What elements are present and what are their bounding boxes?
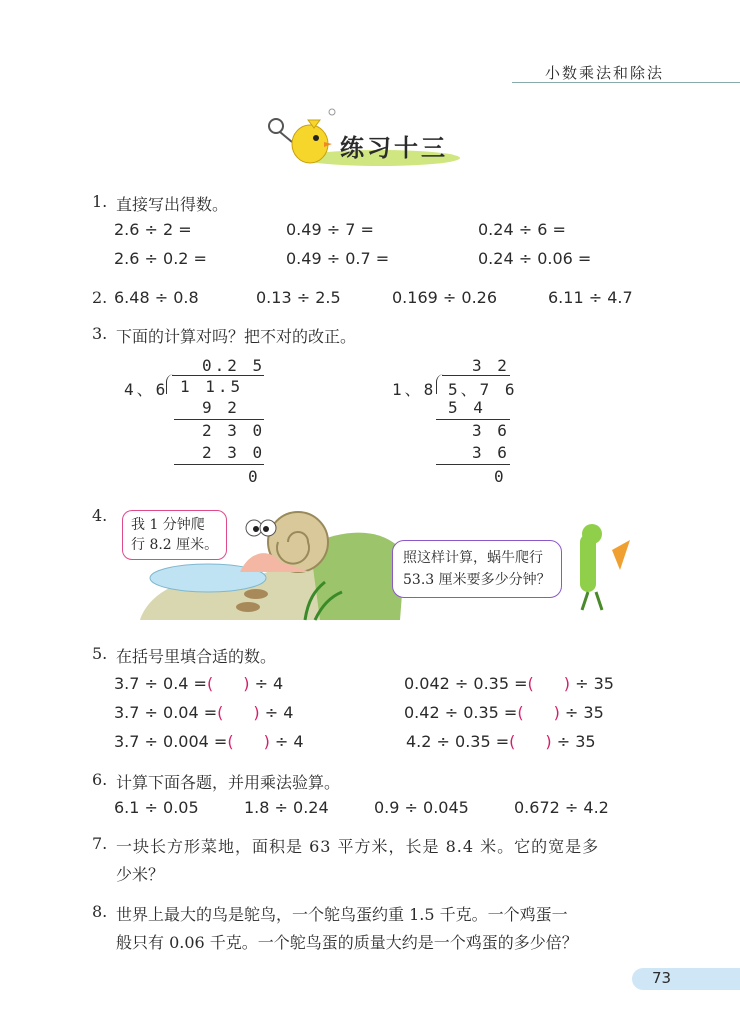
q5-divisor: ÷ 35 [575,674,614,693]
header-divider [512,82,740,83]
ld-remainder: 0 [248,467,261,486]
q1-item: 2.6 ÷ 2 = [114,220,192,239]
blank-close: ) [243,674,250,693]
q5-divisor: ÷ 4 [274,732,304,751]
blank-open: ( [206,674,214,693]
ld-quotient: 3 2 [472,356,510,375]
q8-line: 世界上最大的鸟是鸵鸟，一个鸵鸟蛋约重 1.5 千克。一个鸡蛋一 [116,905,568,924]
ld-remainder: 0 [494,467,507,486]
grasshopper-line: 53.3 厘米要多少分钟？ [403,572,551,588]
ld-step: 2 3 0 [202,443,266,462]
snail-speech-bubble [122,510,227,560]
q5-row [114,674,283,693]
q5-divisor: ÷ 4 [254,674,284,693]
ld-bar [442,375,510,376]
q5-expression: 3.7 ÷ 0.004 = [114,732,228,751]
lesson-title: 练习十三 [340,134,448,162]
q5-expression: 4.2 ÷ 0.35 = [406,732,510,751]
q5-expression: 0.42 ÷ 0.35 = [404,703,518,722]
chapter-title: 小数乘法和除法 [544,64,664,82]
q2-item: 0.13 ÷ 2.5 [256,288,341,307]
ld-bracket [166,374,175,394]
page-number-tab [632,968,740,990]
q6-text: 计算下面各题，并用乘法验算。 [116,773,341,792]
q5-divisor: ÷ 35 [564,703,604,722]
ld-bar [172,375,264,376]
blank-open: ( [517,703,524,722]
ld-step: 3 6 [472,421,510,440]
q5-expression: 0.042 ÷ 0.35 = [404,674,528,693]
q1-item: 0.24 ÷ 6 = [478,220,566,239]
q7-line: 少米？ [116,865,165,884]
blank-close: ) [253,703,260,722]
q1-text: 直接写出得数。 [116,195,229,214]
ld-divisor: 4、6 [124,380,169,399]
q1-item: 0.24 ÷ 0.06 = [478,249,592,268]
blank-open: ( [217,703,224,722]
blank-close: ) [563,674,570,693]
q8-line: 般只有 0.06 千克。一个鸵鸟蛋的质量大约是一个鸡蛋的多少倍？ [116,933,578,952]
ld-rule [174,464,264,465]
q8-label: 8. [92,902,108,921]
q6-label: 6. [92,770,108,789]
ld-step: 5 4 [448,398,486,417]
q5-text: 在括号里填合适的数。 [116,647,277,666]
ld-step: 9 2 [202,398,240,417]
q1-item: 0.49 ÷ 7 = [286,220,374,239]
blank-open: ( [509,732,516,751]
q1-item: 0.49 ÷ 0.7 = [286,249,390,268]
ld-divisor: 1、8 [392,380,437,399]
snail-line: 我 1 分钟爬 [131,517,205,533]
q7-line: 一块长方形菜地，面积是 63 平方米，长是 8.4 米。它的宽是多 [116,837,600,856]
q2-item: 6.48 ÷ 0.8 [114,288,199,307]
blank-close: ) [545,732,552,751]
q1-item: 2.6 ÷ 0.2 = [114,249,207,268]
ld-rule [436,464,510,465]
q2-label: 2. [92,288,108,307]
blank-close: ) [263,732,270,751]
q5-row [114,732,304,751]
q4-label: 4. [92,506,108,525]
q5-label: 5. [92,644,108,663]
q5-row [404,703,604,722]
page-number: 73 [652,969,672,987]
blank-open: ( [227,732,234,751]
q5-row [114,703,293,722]
q5-divisor: ÷ 4 [264,703,294,722]
q5-divisor: ÷ 35 [556,732,596,751]
q6-item: 0.9 ÷ 0.045 [374,798,469,817]
q2-item: 0.169 ÷ 0.26 [392,288,498,307]
ld-dividend: 5、7 6 [448,380,518,399]
blank-close: ) [553,703,560,722]
q5-expression: 3.7 ÷ 0.04 = [114,703,218,722]
snail-line: 行 8.2 厘米。 [131,537,219,553]
q3-label: 3. [92,324,108,343]
grasshopper-speech-bubble [392,540,562,598]
q7-label: 7. [92,834,108,853]
q5-row [406,732,596,751]
ld-rule [174,419,264,420]
q5-expression: 3.7 ÷ 0.4 = [114,674,207,693]
q6-item: 6.1 ÷ 0.05 [114,798,199,817]
q1-label: 1. [92,192,108,211]
chick-mascot-icon [268,106,340,166]
ld-step: 2 3 0 [202,421,266,440]
blank-open: ( [527,674,534,693]
ld-bracket [436,374,445,394]
q5-row [404,674,614,693]
q6-item: 1.8 ÷ 0.24 [244,798,329,817]
q6-item: 0.672 ÷ 4.2 [514,798,609,817]
ld-dividend: 1 1.5 [180,377,244,396]
ld-quotient: 0.2 5 [202,356,266,375]
q2-item: 6.11 ÷ 4.7 [548,288,633,307]
ld-rule [436,419,510,420]
grasshopper-line: 照这样计算，蜗牛爬行 [403,550,543,566]
ld-step: 3 6 [472,443,510,462]
q3-text: 下面的计算对吗？把不对的改正。 [116,327,357,346]
